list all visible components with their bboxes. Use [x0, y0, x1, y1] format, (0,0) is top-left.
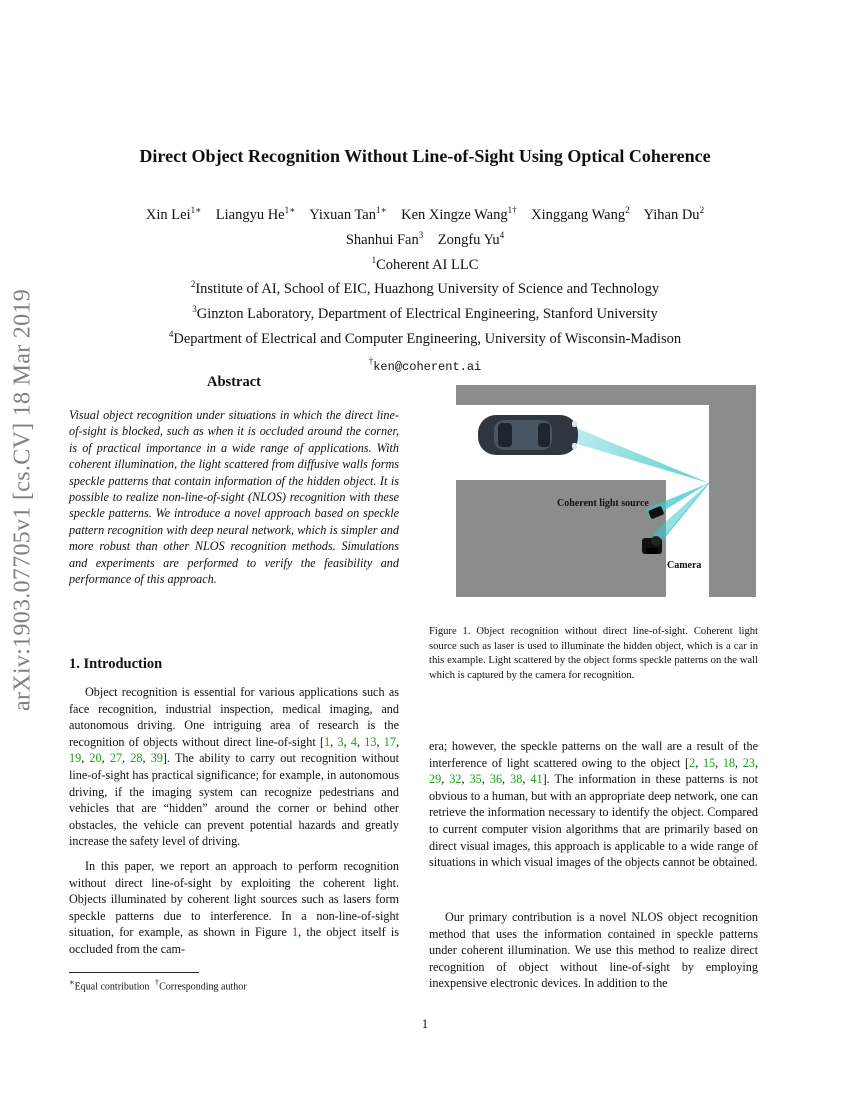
section-heading-introduction: 1. Introduction [69, 656, 163, 672]
citation-link[interactable]: 41 [530, 772, 543, 787]
citation-link[interactable]: 29 [429, 772, 442, 787]
citation-link[interactable]: 35 [469, 772, 482, 787]
figure-1-diagram [456, 385, 756, 597]
contact-email[interactable]: †ken@coherent.ai [368, 355, 482, 374]
author: Liangyu $He^{1∗}$ [215, 205, 296, 223]
author-line-2 [60, 225, 790, 250]
label-camera: Camera [667, 560, 702, 571]
label-coherent-light-source: Coherent light source [557, 498, 649, 509]
affiliation: $^4$Department of Electrical and Computer Engineering, University of Wisconsin-Madison [168, 329, 682, 347]
author: Ken Xingze Wang$^{1\dagger}$ [401, 205, 517, 223]
citation-link[interactable]: 32 [449, 772, 462, 787]
citation-link[interactable]: 28 [130, 751, 143, 766]
author: Zongfu Yu$^4$ [437, 229, 505, 248]
citation-link[interactable]: 1 [324, 734, 331, 749]
author: Yixuan Tan$^{1∗}$ [309, 205, 387, 223]
citation-link[interactable]: 18 [722, 755, 736, 770]
paragraph: Object recognition is essential for various applications such as face recognition, industrial inspection, medical imaging, and autonomous driving. One intriguing area of research is the recognition of objects without direct line-of-sight [1, 3, 4, 13, 17, 19, 20, 27, 28, 39]. The ability to carry out recognition without line-of-sight has practical significance; for example, in autonomous driving, if the imaging system can recognize pedestrians and vehicles that are “hidden” around the corner or behind other obstacles, the vehicle can prevent potential hazards and greatly increase the safety level of driving. [69, 685, 400, 849]
paragraph: Our primary contribution is a novel NLOS object recognition method that uses the information contained in speckle patterns under coherent illumination. We use this method to realize direct recognition of object without line-of-sight by employing inexpensive electronic devices. In addition to the [429, 910, 758, 991]
figure-1-caption: Figure 1. Object recognition without direct line-of-sight. Coherent light source such as laser is used to illuminate the hidden object, which is a car in this example. Light scattered by the object forms speckle patterns on the wall which is captured by the camera for recognition. [429, 626, 758, 681]
affiliation: $^2$Institute of AI, School of EIC, Huazhong University of Science and Technology [190, 279, 660, 298]
author-line-1 [60, 200, 790, 225]
citation-link[interactable]: 13 [364, 734, 377, 749]
citation-link[interactable]: 4 [350, 734, 357, 749]
citation-link[interactable]: 23 [742, 755, 755, 770]
page-number: 1 [421, 1016, 429, 1031]
car-icon [478, 415, 578, 455]
footnote-rule [69, 972, 199, 973]
affiliation: $^3$Ginzton Laboratory, Department of Electrical Engineering, Stanford University [192, 304, 658, 323]
citation-link[interactable]: 36 [489, 772, 503, 787]
citation-link[interactable]: 39 [150, 751, 163, 766]
arxiv-stamp: arXiv:1903.07705v1 [cs.CV] 18 Mar 2019 [9, 288, 36, 712]
citation-link[interactable]: 27 [109, 751, 123, 766]
citation-link[interactable]: 15 [702, 755, 716, 770]
paragraph: era; however, the speckle patterns on the wall are a result of the interference of light scattered owing to the object [2, 15, 18, 23, 29, 32, 35, 36, 38, 41]. The information in these patterns is not obvious to a human, but with an appropriate deep network, one can retrieve the information necessary to identify the object. Compared to current computer vision algorithms that are primarily based on direct visual images, this approach is applicable to a wide range of situations in which visual images of the objects cannot be obtained. [429, 739, 759, 870]
citation-link[interactable]: 17 [383, 734, 396, 749]
figure-reference-link[interactable]: 1 [292, 925, 299, 940]
paragraph: In this paper, we report an approach to perform recognition without direct line-of-sight by exploiting the coherent light. Objects illuminated by coherent light sources such as lasers form speckle patterns due to interference. In a non-line-of-sight situation, for example, as shown in Figure 1, the object itself is occluded from the cam- [69, 859, 399, 956]
author: Xin Lei$^{1∗}$ [145, 205, 202, 223]
author-block [60, 200, 790, 377]
camera-icon [642, 536, 662, 554]
citation-link[interactable]: 19 [69, 751, 82, 766]
footnote: ∗Equal contribution †Corresponding author [69, 978, 247, 993]
citation-link[interactable]: 38 [510, 772, 523, 787]
author: Xinggang Wang$^2$ [531, 205, 630, 223]
citation-link[interactable]: 3 [337, 734, 344, 749]
author: Yihan Du$^2$ [643, 205, 705, 223]
abstract-heading: Abstract [207, 374, 261, 390]
author: Shanhui Fan$^3$ [345, 229, 424, 248]
citation-link[interactable]: 20 [89, 751, 102, 766]
paper-title: Direct Object Recognition Without Line-of-Sight Using Optical Coherence [139, 146, 711, 166]
abstract-text: Visual object recognition under situations in which the direct line-of-sight is blocked, such as when it is occluded around the corner, is of practical importance in a wide range of applications. With coherent illumination, the light scattered from diffusive walls forms speckle patterns that contain information of the hidden object. It is possible to realize non-line-of-sight (NLOS) recognition with these speckle patterns. We introduce a novel approach based on speckle pattern recognition with deep neural network, which is simpler and more robust than other NLOS recognition methods. Simulations and experiments are performed to verify the feasibility and performance of this approach. [69, 408, 399, 587]
affiliation: $^1$Coherent AI LLC [371, 254, 479, 273]
citation-link[interactable]: 2 [689, 755, 696, 770]
